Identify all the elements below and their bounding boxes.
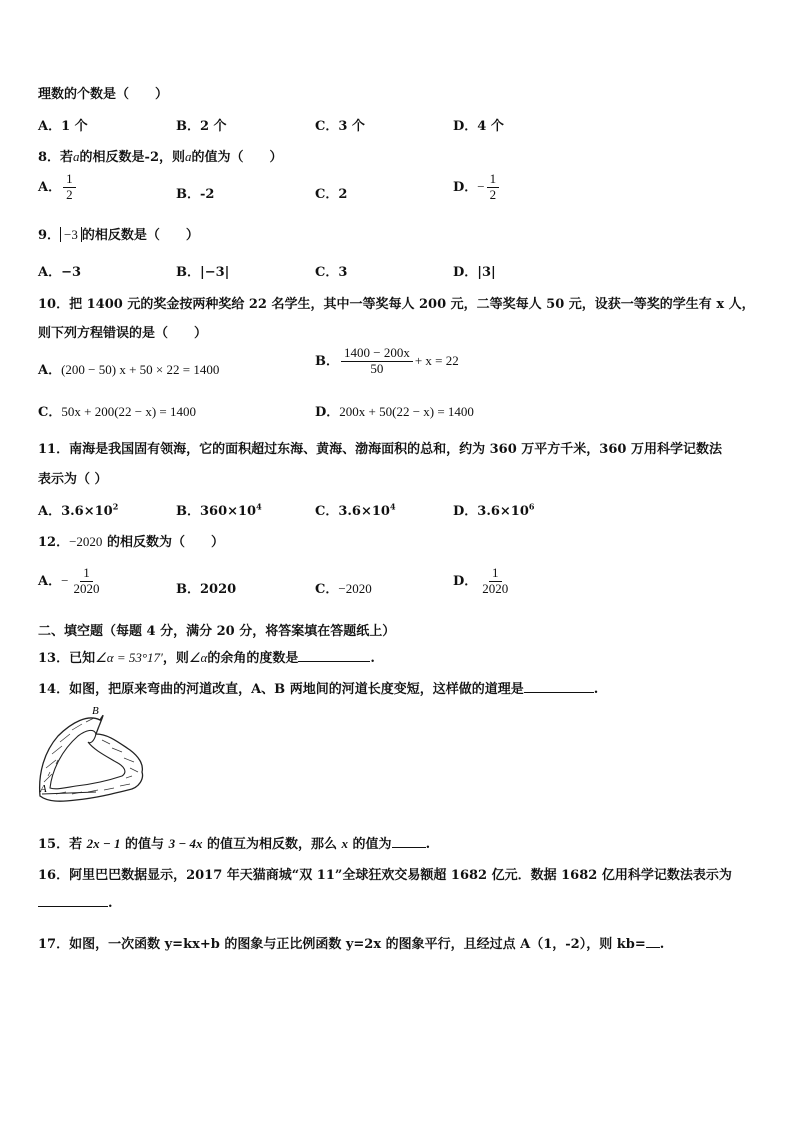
q13-question [38,647,375,666]
denominator: 2 [66,186,73,202]
q8-option-a[interactable] [38,172,78,203]
answer-blank[interactable] [298,661,370,662]
option-label: A． [38,573,62,589]
q7-option-a[interactable]: A．1 个 [38,119,88,134]
option-value: −2020 [338,581,372,596]
q12-number: −2020 [69,534,103,549]
period: . [108,896,113,911]
q9-option-a[interactable]: A．−3 [38,265,82,280]
option-text: B．360×10 [176,504,257,519]
q13-angle: ∠α = 53°17′ [95,650,163,665]
q10-line2: 则下列方程错误的是（ ） [38,326,208,341]
q10-option-c[interactable] [38,401,196,420]
q10-line1: 10．把 1400 元的奖金按两种奖给 22 名学生，其中一等奖每人 200 元，二等奖每人 50 元，设获一等奖的学生有 x 人， [38,297,755,312]
denominator: 2020 [482,580,509,596]
q17-question [38,933,664,952]
q7-option-b[interactable]: B．2 个 [176,119,227,134]
q14-question [38,678,598,697]
q15-question [38,833,430,852]
q12-question [38,531,224,550]
q17-text: 17．如图，一次函数 y=kx+b 的图象与正比例函数 y=2x 的图象平行，且经过点 A（1，-2），则 kb= [38,937,646,952]
option-text: C．3.6×10 [315,504,390,519]
q11-option-b[interactable] [176,500,262,519]
q9-option-b[interactable]: B．|−3| [176,265,230,280]
numerator: 1 [63,172,76,188]
q12-post: 的相反数为（ ） [102,535,224,550]
option-label: A． [38,179,62,195]
q11-option-c[interactable] [315,500,396,519]
q8-question [38,146,283,165]
q16-line1: 16．阿里巴巴数据显示，2017 年天猫商城“双 11”全球狂欢交易额超 1682 亿元．数据 1682 亿用科学记数法表示为 [38,868,732,883]
q7-option-c[interactable]: C．3 个 [315,119,365,134]
numerator: 1400 − 200x [341,346,413,362]
equation-tail: + x = 22 [414,352,459,368]
q9-question [38,224,199,243]
period: . [370,651,375,666]
option-label: D． [453,573,478,589]
fraction [70,566,102,597]
q11-line1: 11．南海是我国固有领海，它的面积超过东海、黄海、渤海面积的总和，约为 360 万平方千米，360 万用科学记数法 [38,442,722,457]
q13-angle-2: ∠α [188,650,208,665]
option-label: C． [38,405,62,420]
q13-mid: ，则 [162,651,189,666]
figure-label-a: A [40,783,47,795]
q7-option-d[interactable]: D．4 个 [453,119,504,134]
q12-option-b[interactable]: B．2020 [176,582,237,597]
q16-line2 [38,896,113,911]
q9-option-d[interactable]: D．|3| [453,265,496,280]
option-text: A．3.6×10 [38,504,113,519]
option-label: B． [315,353,339,369]
q9-abs-value: −3 [60,227,82,242]
option-label: C． [315,582,339,597]
figure-label-b: B [92,705,99,717]
option-text: D．3.6×10 [453,504,529,519]
q12-option-c[interactable] [315,578,372,597]
q8-option-d[interactable] [453,172,501,203]
q15-pre: 15．若 [38,837,87,852]
equation: 50x + 200(22 − x) = 1400 [61,404,197,419]
period: . [659,937,665,952]
q15-mid-1: 的值与 [120,837,169,852]
q9-post: 的相反数是（ ） [81,228,199,243]
numerator: 1 [487,172,500,188]
q15-var-x: x [341,836,349,851]
minus-sign: − [61,572,69,588]
numerator: 1 [80,566,93,582]
answer-blank[interactable] [38,906,108,907]
equation: (200 − 50) x + 50 × 22 = 1400 [61,362,220,377]
q12-option-a[interactable] [38,566,104,597]
q10-option-b[interactable] [315,346,459,377]
q8-post: 的值为（ ） [191,150,283,165]
exponent: 4 [256,501,262,512]
answer-blank[interactable] [392,847,426,848]
denominator: 50 [370,360,384,376]
answer-blank[interactable] [524,692,594,693]
q8-option-b[interactable]: B．-2 [176,187,215,202]
denominator: 2 [489,186,497,202]
option-label: A． [38,363,62,378]
fraction [341,346,413,377]
period: . [425,837,431,852]
q11-option-a[interactable] [38,500,118,519]
exponent: 2 [112,501,119,512]
minus-sign: − [477,178,485,194]
fraction [479,566,511,597]
q8-option-c[interactable]: C．2 [315,187,348,202]
q8-var-a-2: a [185,149,192,164]
numerator: 1 [489,566,502,582]
equation: 200x + 50(22 − x) = 1400 [339,404,474,419]
q15-expr-2: 3 − 4x [168,836,203,851]
q15-mid-2: 的值互为相反数，那么 [202,837,342,852]
answer-blank[interactable] [646,947,660,948]
fraction [63,172,76,203]
option-label: D． [453,179,478,195]
q8-var-a: a [73,149,80,164]
q8-pre: 8．若 [38,150,74,165]
q9-pre: 9． [38,228,61,243]
q10-option-a[interactable] [38,359,219,378]
q9-option-c[interactable]: C．3 [315,265,348,280]
denominator: 2020 [73,580,100,596]
q7-tail: 理数的个数是（ ） [38,87,169,102]
period: . [593,682,599,697]
section-heading: 二、填空题（每题 4 分，满分 20 分，将答案填在答题纸上） [38,624,396,639]
q11-line2: 表示为（ ） [38,472,108,487]
exponent: 6 [528,501,535,512]
q11-option-d[interactable] [453,500,534,519]
exponent: 4 [389,501,396,512]
fraction [487,172,500,203]
q10-option-d[interactable] [315,401,474,420]
q14-text: 14．如图，把原来弯曲的河道改直，A、B 两地间的河道长度变短，这样做的道理是 [38,682,524,697]
q15-post: 的值为 [348,837,392,852]
q13-pre: 13．已知 [38,651,96,666]
q8-mid: 的相反数是-2，则 [79,150,185,165]
q13-post: 的余角的度数是 [207,651,299,666]
q12-option-d[interactable] [453,566,513,597]
q12-pre: 12． [38,535,70,550]
option-label: D． [315,405,340,420]
river-figure [36,704,148,808]
q15-expr-1: 2x − 1 [86,836,121,851]
